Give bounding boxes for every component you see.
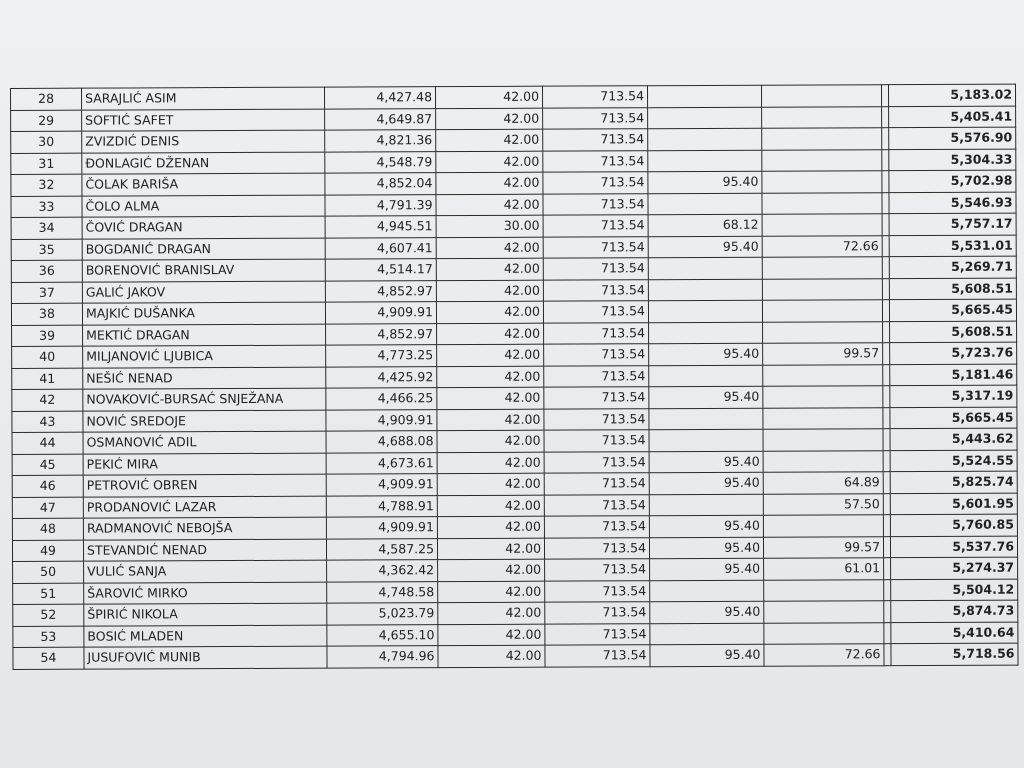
row-amount-four [649,365,763,387]
row-total: 5,825.74 [890,471,1017,493]
row-amount-three: 713.54 [543,172,648,194]
row-amount-two: 42.00 [437,323,544,345]
row-amount-three: 713.54 [545,623,650,645]
row-amount-three: 713.54 [543,129,648,151]
row-number: 37 [11,282,82,304]
row-amount-four [649,322,763,344]
row-total: 5,546.93 [889,192,1016,214]
row-amount-four: 95.40 [649,386,763,408]
salary-table [10,84,1019,670]
row-amount-two: 42.00 [436,237,543,259]
row-name: PETROVIĆ OBREN [83,474,326,497]
row-amount-four: 95.40 [650,644,764,666]
row-number: 41 [12,368,83,390]
row-total: 5,269.71 [889,256,1016,278]
row-name: OSMANOVIĆ ADIL [83,431,326,454]
row-amount-three: 713.54 [542,86,647,108]
row-amount-five: 72.66 [764,644,884,666]
row-amount-five: 72.66 [762,235,882,257]
row-number: 29 [11,110,82,132]
row-amount-four [649,494,763,516]
row-total: 5,702.98 [889,170,1016,192]
row-number: 46 [12,475,83,497]
row-amount-three: 713.54 [543,150,648,172]
row-name: ZVIZDIĆ DENIS [82,130,325,153]
row-amount-four [648,300,762,322]
row-name: NEŠIĆ NENAD [83,367,326,390]
row-amount-four: 95.40 [649,451,763,473]
row-base-amount: 4,791.39 [325,194,436,216]
row-amount-three: 713.54 [544,516,649,538]
row-total: 5,317.19 [890,385,1017,407]
row-amount-two: 42.00 [435,86,542,108]
row-amount-two: 30.00 [436,215,543,237]
row-amount-four: 95.40 [650,601,764,623]
row-base-amount: 4,427.48 [324,87,435,109]
row-name: PRODANOVIĆ LAZAR [83,496,326,519]
row-amount-five [763,429,883,451]
row-amount-two: 42.00 [437,495,544,517]
row-amount-two: 42.00 [437,409,544,431]
row-base-amount: 4,514.17 [325,259,436,281]
row-base-amount: 4,362.42 [327,560,438,582]
row-name: JUSUFOVIĆ MUNIB [84,646,327,669]
table-row [13,643,1018,669]
row-total: 5,608.51 [890,321,1017,343]
row-amount-three: 713.54 [545,559,650,581]
row-base-amount: 4,852.04 [325,173,436,195]
row-amount-three: 713.54 [543,236,648,258]
row-amount-four: 95.40 [649,537,763,559]
row-amount-five [762,128,882,150]
row-name: NOVAKOVIĆ-BURSAĆ SNJEŽANA [83,388,326,411]
row-amount-two: 42.00 [438,581,545,603]
row-number: 44 [12,432,83,454]
row-amount-two: 42.00 [437,387,544,409]
row-number: 39 [12,325,83,347]
row-total: 5,537.76 [890,536,1017,558]
row-amount-three: 713.54 [545,580,650,602]
row-base-amount: 4,852.97 [325,280,436,302]
row-amount-three: 713.54 [544,537,649,559]
row-amount-two: 42.00 [438,602,545,624]
row-name: BOSIĆ MLADEN [84,625,327,648]
row-number: 43 [12,411,83,433]
row-amount-two: 42.00 [437,452,544,474]
row-name: RADMANOVIĆ NEBOJŠA [83,517,326,540]
row-base-amount: 4,945.51 [325,216,436,238]
row-number: 30 [11,131,82,153]
row-number: 47 [12,497,83,519]
row-number: 31 [11,153,82,175]
row-name: ČOVIĆ DRAGAN [82,216,325,239]
row-amount-three: 713.54 [544,494,649,516]
row-number: 40 [12,346,83,368]
row-name: ČOLAK BARIŠA [82,173,325,196]
row-base-amount: 4,607.41 [325,237,436,259]
row-amount-four [648,107,762,129]
row-base-amount: 4,425.92 [326,366,437,388]
row-amount-three: 713.54 [544,344,649,366]
row-base-amount: 4,655.10 [327,624,438,646]
row-number: 48 [12,518,83,540]
row-total: 5,760.85 [890,514,1017,536]
row-amount-three: 713.54 [544,473,649,495]
row-number: 34 [11,217,82,239]
row-total: 5,718.56 [891,643,1018,665]
row-total: 5,723.76 [890,342,1017,364]
row-amount-five [762,106,882,128]
row-amount-two: 42.00 [436,108,543,130]
row-amount-four: 68.12 [648,214,762,236]
row-total: 5,504.12 [891,579,1018,601]
row-total: 5,576.90 [889,127,1016,149]
row-base-amount: 4,788.91 [326,495,437,517]
row-number: 32 [11,174,82,196]
row-base-amount: 4,688.08 [326,431,437,453]
row-name: NOVIĆ SREDOJE [83,410,326,433]
row-name: MILJANOVIĆ LJUBICA [83,345,326,368]
row-name: MEKTIĆ DRAGAN [83,324,326,347]
row-amount-three: 713.54 [544,322,649,344]
row-total: 5,601.95 [890,493,1017,515]
row-number: 49 [12,540,83,562]
row-base-amount: 4,909.91 [326,517,437,539]
row-amount-two: 42.00 [437,366,544,388]
row-total: 5,524.55 [890,450,1017,472]
row-amount-four [647,85,761,107]
row-base-amount: 4,548.79 [325,151,436,173]
row-name: MAJKIĆ DUŠANKA [82,302,325,325]
row-amount-two: 42.00 [436,151,543,173]
row-amount-three: 713.54 [544,451,649,473]
row-total: 5,665.45 [890,407,1017,429]
row-amount-five [762,278,882,300]
row-base-amount: 4,587.25 [326,538,437,560]
row-amount-four: 95.40 [649,515,763,537]
row-amount-five [764,579,884,601]
row-name: VULIĆ SANJA [84,560,327,583]
row-amount-three: 713.54 [543,193,648,215]
row-amount-five [763,450,883,472]
row-amount-four [650,623,764,645]
row-amount-four: 95.40 [649,472,763,494]
row-number: 51 [13,583,84,605]
row-amount-two: 42.00 [437,430,544,452]
row-amount-four [648,257,762,279]
row-amount-two: 42.00 [437,344,544,366]
row-base-amount: 4,748.58 [327,581,438,603]
row-number: 42 [12,389,83,411]
row-name: ĐONLAGIĆ DŽENAN [82,152,325,175]
row-total: 5,874.73 [891,600,1018,622]
row-amount-two: 42.00 [436,258,543,280]
row-amount-five: 99.57 [763,343,883,365]
row-amount-three: 713.54 [543,279,648,301]
row-total: 5,405.41 [889,106,1016,128]
row-total: 5,274.37 [891,557,1018,579]
row-number: 50 [13,561,84,583]
row-base-amount: 4,649.87 [325,108,436,130]
row-name: BORENOVIĆ BRANISLAV [82,259,325,282]
row-amount-five: 57.50 [763,493,883,515]
row-amount-five: 64.89 [763,472,883,494]
row-base-amount: 4,773.25 [326,345,437,367]
row-amount-five [763,321,883,343]
row-base-amount: 4,821.36 [325,130,436,152]
row-base-amount: 4,909.91 [326,474,437,496]
row-amount-two: 42.00 [436,129,543,151]
row-amount-two: 42.00 [437,516,544,538]
row-number: 28 [11,88,82,110]
row-name: PEKIĆ MIRA [83,453,326,476]
row-total: 5,181.46 [890,364,1017,386]
row-amount-three: 713.54 [544,387,649,409]
row-base-amount: 4,909.91 [326,409,437,431]
row-amount-two: 42.00 [436,172,543,194]
row-name: STEVANDIĆ NENAD [83,539,326,562]
row-amount-four [649,408,763,430]
row-amount-four: 95.40 [648,171,762,193]
row-amount-five [763,364,883,386]
row-amount-three: 713.54 [543,258,648,280]
row-base-amount: 4,909.91 [325,302,436,324]
row-total: 5,665.45 [889,299,1016,321]
row-amount-four [648,150,762,172]
row-name: GALIĆ JAKOV [82,281,325,304]
row-amount-four: 95.40 [649,343,763,365]
row-total: 5,183.02 [888,84,1015,106]
row-amount-five [763,386,883,408]
row-amount-three: 713.54 [543,107,648,129]
row-name: ŠPIRIĆ NIKOLA [84,603,327,626]
row-amount-three: 713.54 [544,365,649,387]
row-name: BOGDANIĆ DRAGAN [82,238,325,261]
row-name: SARAJLIĆ ASIM [82,87,325,110]
row-amount-five [762,171,882,193]
row-number: 33 [11,196,82,218]
row-amount-five [762,149,882,171]
row-amount-five [762,300,882,322]
row-amount-four [648,128,762,150]
row-amount-five [762,257,882,279]
row-number: 53 [13,626,84,648]
row-amount-five [762,214,882,236]
table-body [11,84,1019,669]
row-total: 5,443.62 [890,428,1017,450]
row-total: 5,531.01 [889,235,1016,257]
row-amount-two: 42.00 [438,559,545,581]
row-total: 5,410.64 [891,622,1018,644]
row-base-amount: 4,673.61 [326,452,437,474]
row-base-amount: 4,794.96 [327,646,438,668]
row-amount-four [649,429,763,451]
row-base-amount: 4,852.97 [326,323,437,345]
row-amount-two: 42.00 [438,624,545,646]
row-amount-five [761,85,881,107]
row-number: 36 [11,260,82,282]
row-amount-three: 713.54 [544,408,649,430]
row-amount-two: 42.00 [437,473,544,495]
row-amount-three: 713.54 [545,602,650,624]
row-amount-three: 713.54 [545,645,650,667]
row-base-amount: 5,023.79 [327,603,438,625]
row-amount-five: 61.01 [764,558,884,580]
row-number: 38 [11,303,82,325]
row-total: 5,757.17 [889,213,1016,235]
row-number: 45 [12,454,83,476]
row-amount-two: 42.00 [436,301,543,323]
row-amount-two: 42.00 [436,194,543,216]
row-amount-two: 42.00 [438,645,545,667]
row-amount-three: 713.54 [543,215,648,237]
row-number: 54 [13,647,84,669]
row-amount-four: 95.40 [648,236,762,258]
row-total: 5,304.33 [889,149,1016,171]
row-name: ŠAROVIĆ MIRKO [84,582,327,605]
row-amount-five [763,407,883,429]
row-amount-five: 99.57 [763,536,883,558]
row-number: 52 [13,604,84,626]
row-amount-four [648,279,762,301]
row-name: SOFTIĆ SAFET [82,109,325,132]
row-amount-five [764,601,884,623]
row-amount-three: 713.54 [543,301,648,323]
row-name: ČOLO ALMA [82,195,325,218]
row-number: 35 [11,239,82,261]
row-amount-four [648,193,762,215]
row-amount-four [650,580,764,602]
row-amount-five [762,192,882,214]
row-amount-five [763,515,883,537]
row-base-amount: 4,466.25 [326,388,437,410]
row-amount-five [764,622,884,644]
row-amount-two: 42.00 [437,538,544,560]
row-total: 5,608.51 [889,278,1016,300]
row-amount-two: 42.00 [436,280,543,302]
row-amount-four: 95.40 [650,558,764,580]
row-amount-three: 713.54 [544,430,649,452]
